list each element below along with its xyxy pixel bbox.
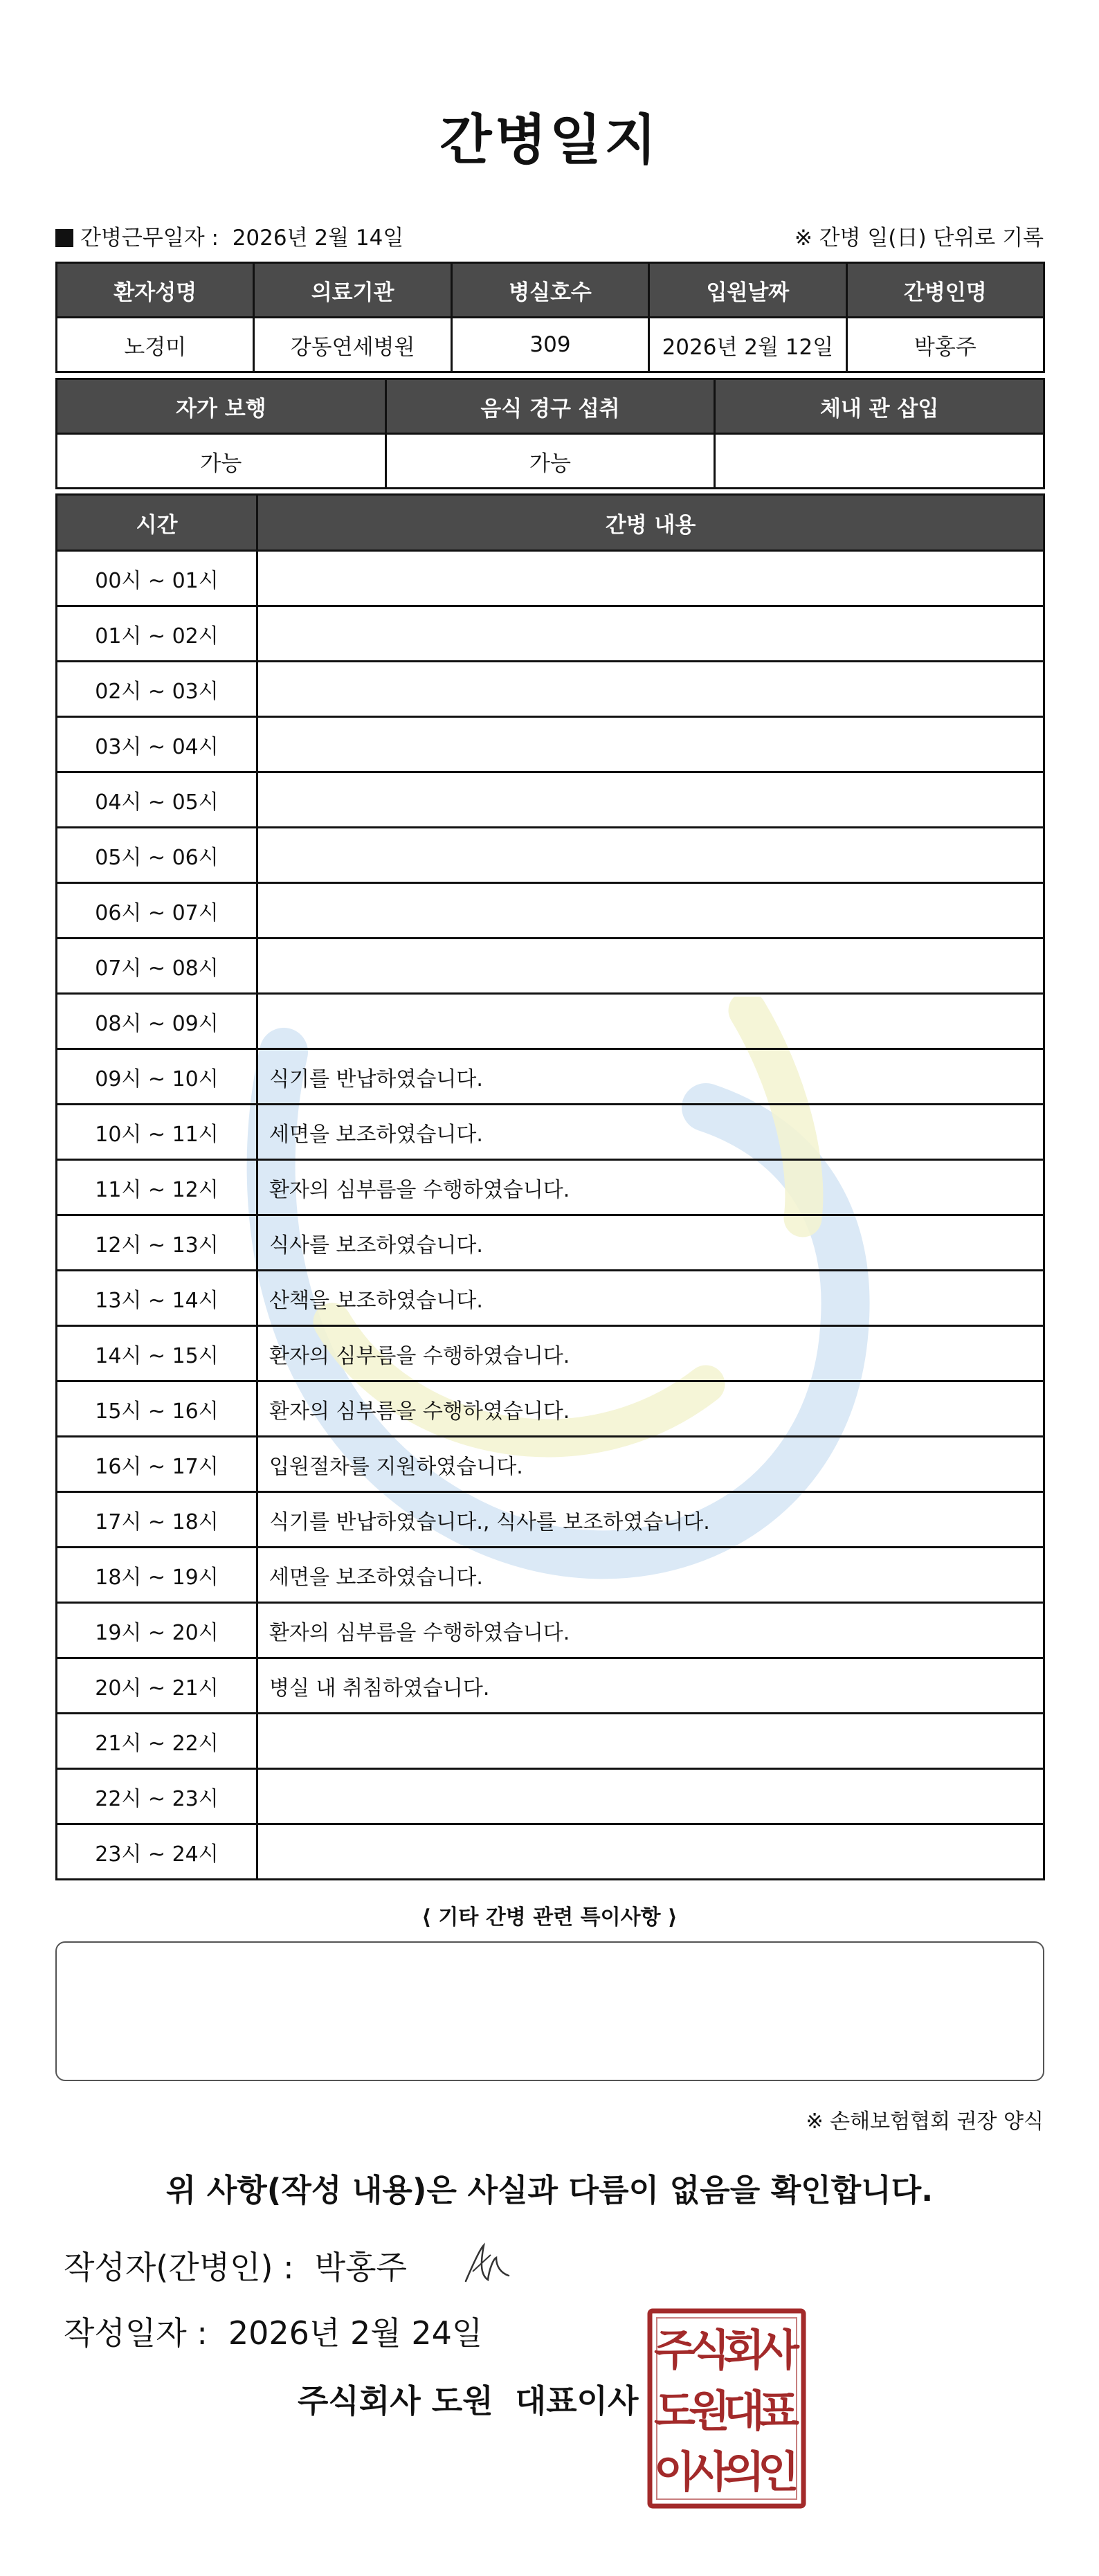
- log-time: 19시 ~ 20시: [57, 1603, 257, 1658]
- svg-text:인: 인: [758, 2447, 799, 2497]
- table-row: [57, 1271, 1044, 1326]
- log-content: 환자의 심부름을 수행하였습니다.: [257, 1326, 1044, 1381]
- log-content: 식기를 반납하였습니다.: [257, 1049, 1044, 1105]
- svg-text:대: 대: [723, 2386, 765, 2436]
- table-row: [57, 772, 1044, 828]
- table-row: [57, 1381, 1044, 1437]
- table-row: [57, 883, 1044, 938]
- table-row: [57, 1603, 1044, 1658]
- table-row: [57, 1105, 1044, 1160]
- company-role: 대표이사: [515, 2382, 639, 2420]
- table-row: [57, 1824, 1044, 1880]
- log-content: 세면을 보조하였습니다.: [257, 1548, 1044, 1603]
- log-content: [257, 938, 1044, 994]
- tube-insertion-value: [715, 434, 1044, 489]
- table-row: [57, 1160, 1044, 1215]
- log-time: 22시 ~ 23시: [57, 1769, 257, 1824]
- confirmation-statement: 위 사항(작성 내용)은 사실과 다름이 없음을 확인합니다.: [165, 2172, 934, 2208]
- log-content: [257, 551, 1044, 606]
- log-time: 18시 ~ 19시: [57, 1548, 257, 1603]
- log-time: 05시 ~ 06시: [57, 828, 257, 883]
- log-time: 04시 ~ 05시: [57, 772, 257, 828]
- svg-text:도: 도: [654, 2386, 696, 2436]
- log-time: 01시 ~ 02시: [57, 606, 257, 662]
- table-row: [57, 828, 1044, 883]
- log-content: 입원절차를 지원하였습니다.: [257, 1437, 1044, 1492]
- patient-table-header: 입원날짜: [649, 263, 846, 318]
- svg-text:식: 식: [689, 2325, 730, 2375]
- log-time: 09시 ~ 10시: [57, 1049, 257, 1105]
- patient-info-table: [55, 262, 1045, 373]
- table-row: [57, 1492, 1044, 1548]
- svg-text:주: 주: [654, 2325, 696, 2375]
- table-row: [57, 1437, 1044, 1492]
- svg-text:의: 의: [723, 2447, 765, 2497]
- company-seal-stamp: [647, 2308, 806, 2509]
- log-time: 11시 ~ 12시: [57, 1160, 257, 1215]
- log-content: [257, 828, 1044, 883]
- log-content: 세면을 보조하였습니다.: [257, 1105, 1044, 1160]
- square-bullet-icon: [55, 229, 73, 247]
- work-date: [55, 220, 403, 251]
- log-content: [257, 994, 1044, 1049]
- room-number: 309: [451, 318, 648, 372]
- svg-text:사: 사: [758, 2325, 799, 2375]
- patient-table-header: 환자성명: [57, 263, 254, 318]
- log-time: 13시 ~ 14시: [57, 1271, 257, 1326]
- written-date-label: 작성일자 :: [64, 2314, 208, 2352]
- company-name: 주식회사 도원: [298, 2382, 493, 2420]
- status-table-header: 체내 관 삽입: [715, 379, 1044, 434]
- log-time: 15시 ~ 16시: [57, 1381, 257, 1437]
- table-row: [57, 717, 1044, 772]
- table-row: [57, 662, 1044, 717]
- log-content: 병실 내 취침하였습니다.: [257, 1658, 1044, 1714]
- table-row: [57, 1769, 1044, 1824]
- log-content: [257, 883, 1044, 938]
- patient-status-table: [55, 378, 1045, 489]
- document-title: 간병일지: [439, 109, 660, 172]
- special-notes-box: [55, 1941, 1044, 2081]
- work-date-value: 2026년 2월 14일: [232, 226, 404, 251]
- table-row: [57, 1658, 1044, 1714]
- work-date-line: [55, 220, 1044, 253]
- status-table-header: 음식 경구 섭취: [385, 379, 715, 434]
- log-content: 식기를 반납하였습니다., 식사를 보조하였습니다.: [257, 1492, 1044, 1548]
- log-content: [257, 606, 1044, 662]
- work-date-label: 간병근무일자 :: [80, 226, 219, 251]
- hospital-name: 강동연세병원: [254, 318, 451, 372]
- svg-text:원: 원: [689, 2386, 730, 2436]
- written-date-line: [64, 2308, 482, 2354]
- svg-text:회: 회: [723, 2325, 765, 2375]
- table-row: [57, 551, 1044, 606]
- table-row: [57, 994, 1044, 1049]
- log-content-header: 간병 내용: [257, 495, 1044, 551]
- author-label: 작성자(간병인) :: [64, 2249, 294, 2286]
- table-row: [57, 1714, 1044, 1769]
- svg-text:사: 사: [689, 2447, 730, 2497]
- special-notes-title: ⟨ 기타 간병 관련 특이사항 ⟩: [421, 1905, 678, 1930]
- log-content: [257, 1824, 1044, 1880]
- patient-table-header: 의료기관: [254, 263, 451, 318]
- table-row: [57, 938, 1044, 994]
- log-time: 16시 ~ 17시: [57, 1437, 257, 1492]
- table-row: [57, 1049, 1044, 1105]
- log-content: [257, 1714, 1044, 1769]
- table-row: [57, 1326, 1044, 1381]
- log-time: 03시 ~ 04시: [57, 717, 257, 772]
- log-time: 00시 ~ 01시: [57, 551, 257, 606]
- log-content: 식사를 보조하였습니다.: [257, 1215, 1044, 1271]
- log-content: 환자의 심부름을 수행하였습니다.: [257, 1381, 1044, 1437]
- patient-name: 노경미: [57, 318, 254, 372]
- log-content: 환자의 심부름을 수행하였습니다.: [257, 1603, 1044, 1658]
- log-content: 환자의 심부름을 수행하였습니다.: [257, 1160, 1044, 1215]
- unit-note: ※ 간병 일(日) 단위로 기록: [794, 226, 1044, 251]
- author-name: 박홍주: [314, 2249, 407, 2286]
- admission-date: 2026년 2월 12일: [649, 318, 846, 372]
- oral-intake-value: 가능: [385, 434, 715, 489]
- svg-text:표: 표: [758, 2386, 799, 2436]
- signature-mark: [460, 2241, 516, 2289]
- log-time: 20시 ~ 21시: [57, 1658, 257, 1714]
- log-content: [257, 772, 1044, 828]
- status-table-header: 자가 보행: [57, 379, 386, 434]
- log-time: 23시 ~ 24시: [57, 1824, 257, 1880]
- log-time: 02시 ~ 03시: [57, 662, 257, 717]
- log-content: [257, 662, 1044, 717]
- log-time: 17시 ~ 18시: [57, 1492, 257, 1548]
- author-line: [64, 2242, 407, 2288]
- log-time-header: 시간: [57, 495, 257, 551]
- table-row: [57, 1215, 1044, 1271]
- company-signature: [298, 2376, 638, 2422]
- patient-table-header: 병실호수: [451, 263, 648, 318]
- log-time: 06시 ~ 07시: [57, 883, 257, 938]
- log-time: 07시 ~ 08시: [57, 938, 257, 994]
- log-content: 산책을 보조하였습니다.: [257, 1271, 1044, 1326]
- log-time: 10시 ~ 11시: [57, 1105, 257, 1160]
- written-date-value: 2026년 2월 24일: [228, 2314, 483, 2352]
- caregiver-name: 박홍주: [846, 318, 1044, 372]
- log-time: 08시 ~ 09시: [57, 994, 257, 1049]
- patient-table-header: 간병인명: [846, 263, 1044, 318]
- table-row: [57, 1548, 1044, 1603]
- log-content: [257, 1769, 1044, 1824]
- recommended-form-note: ※ 손해보험협회 권장 양식: [806, 2110, 1044, 2134]
- table-row: [57, 606, 1044, 662]
- log-content: [257, 717, 1044, 772]
- svg-text:이: 이: [654, 2447, 696, 2497]
- log-time: 21시 ~ 22시: [57, 1714, 257, 1769]
- care-log-table: [55, 493, 1045, 1880]
- log-time: 12시 ~ 13시: [57, 1215, 257, 1271]
- self-walking-value: 가능: [57, 434, 386, 489]
- log-time: 14시 ~ 15시: [57, 1326, 257, 1381]
